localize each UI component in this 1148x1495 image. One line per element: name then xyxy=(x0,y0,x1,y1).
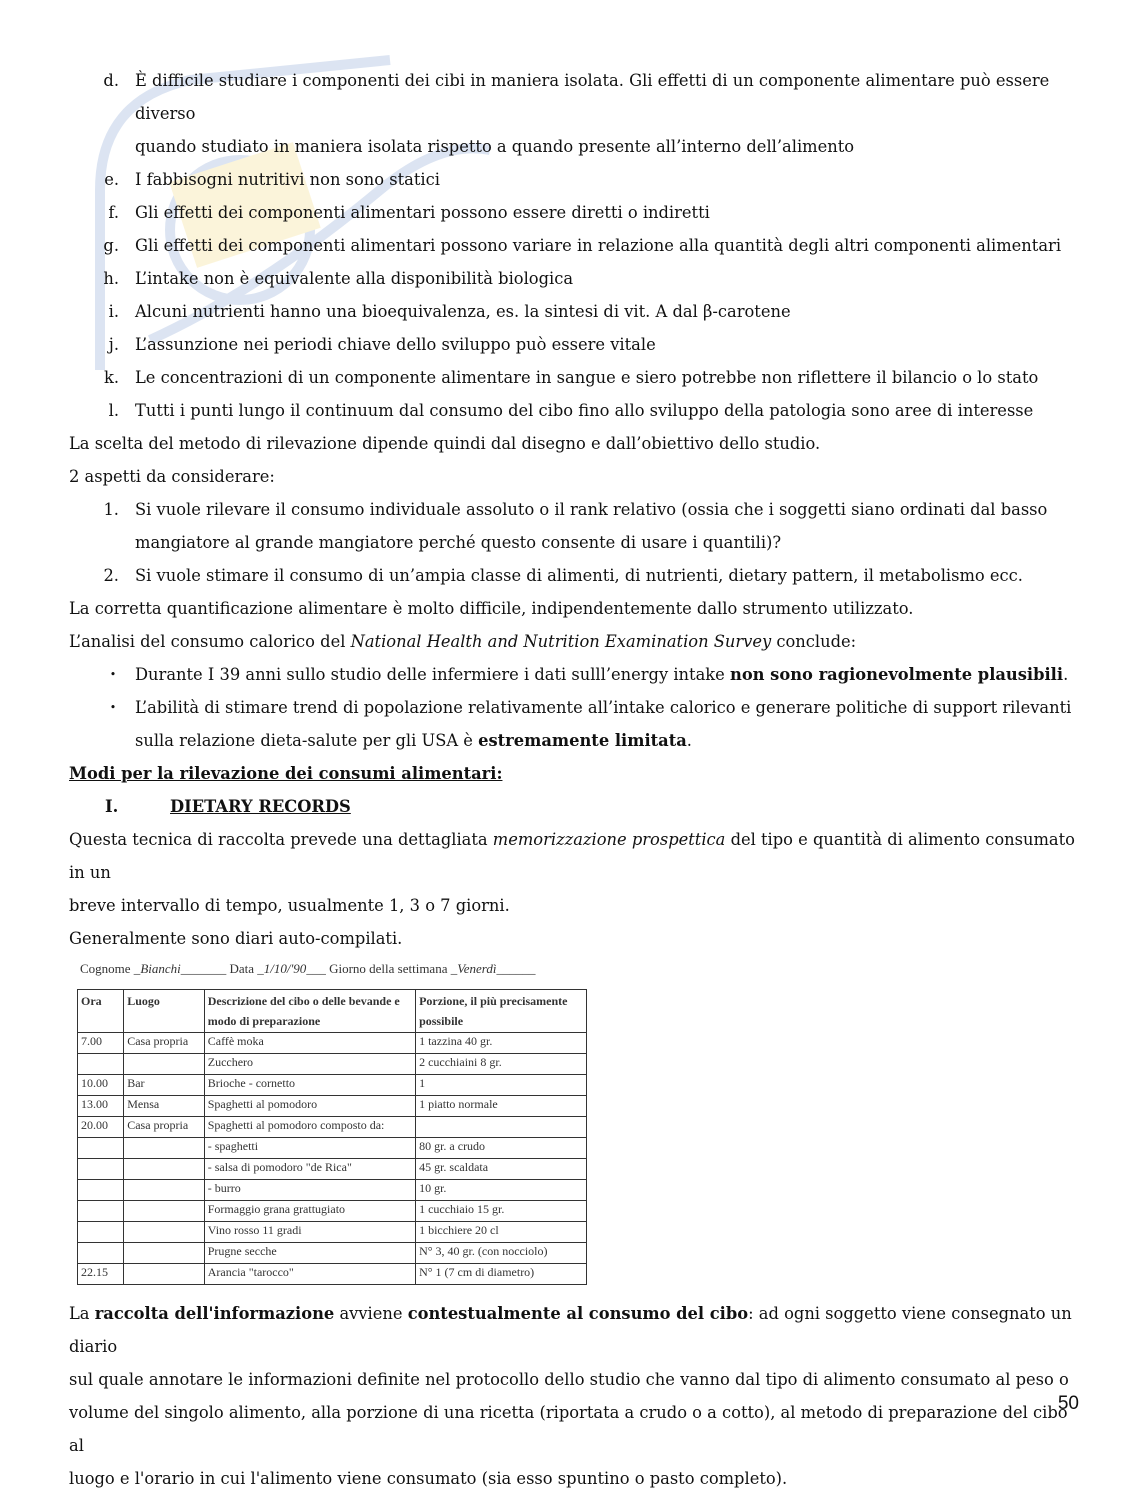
list-item-text: I fabbisogni nutritivi non sono statici xyxy=(135,170,440,189)
table-cell: Prugne secche xyxy=(204,1243,415,1264)
table-cell: N° 3, 40 gr. (con nocciolo) xyxy=(416,1243,587,1264)
table-cell: 10 gr. xyxy=(416,1180,587,1201)
table-row xyxy=(78,1117,587,1138)
list-item-text: Tutti i punti lungo il continuum dal consumo del cibo fino allo sviluppo della patologia sono aree di interesse xyxy=(135,401,1034,420)
table-cell: 22.15 xyxy=(78,1264,124,1285)
form-header: Cognome _Bianchi_______ Data _1/10/'90___ Giorno della settimana _Venerdì______ xyxy=(80,961,536,976)
table-cell xyxy=(78,1222,124,1243)
table-header-row xyxy=(78,990,587,1033)
list-item-text: Gli effetti dei componenti alimentari possono essere diretti o indiretti xyxy=(135,203,710,222)
paragraph-raccolta-cont: sul quale annotare le informazioni definite nel protocollo dello studio che vanno dal tipo di alimento consumato al peso o xyxy=(69,1370,1069,1389)
table-cell: 1 bicchiere 20 cl xyxy=(416,1222,587,1243)
list-item xyxy=(69,394,1079,427)
table-cell xyxy=(78,1243,124,1264)
dietary-record-table xyxy=(77,989,587,1285)
paragraph-raccolta-cont: volume del singolo alimento, alla porzione di una ricetta (riportata a crudo o a cotto), al metodo di preparazione del cibo al xyxy=(69,1403,1068,1455)
table-cell: 1 tazzina 40 gr. xyxy=(416,1033,587,1054)
table-cell xyxy=(124,1180,205,1201)
paragraph-aspetti: 2 aspetti da considerare: xyxy=(69,467,275,486)
list-item-text: Gli effetti dei componenti alimentari possono variare in relazione alla quantità degli altri componenti alimentari xyxy=(135,236,1062,255)
page-number: 50 xyxy=(1057,1393,1079,1414)
table-cell xyxy=(124,1138,205,1159)
table-cell: - salsa di pomodoro "de Rica" xyxy=(204,1159,415,1180)
table-cell xyxy=(78,1054,124,1075)
table-cell: Caffè moka xyxy=(204,1033,415,1054)
bullet-icon: • xyxy=(109,701,117,714)
list-item xyxy=(69,361,1079,394)
list-marker: e. xyxy=(104,170,119,189)
bullet-item: • Durante I 39 anni sullo studio delle infermiere i dati sulll’energy intake non sono ragionevolmente plausibili. xyxy=(69,658,1079,691)
list-marker: 2. xyxy=(103,566,119,585)
list-marker: l. xyxy=(108,401,119,420)
table-cell: Casa propria xyxy=(124,1117,205,1138)
list-item xyxy=(69,196,1079,229)
table-cell: 20.00 xyxy=(78,1117,124,1138)
column-header: Descrizione del cibo o delle bevande e modo di preparazione xyxy=(204,990,415,1033)
bullet-item-continuation: sulla relazione dieta-salute per gli USA è estremamente limitata. xyxy=(135,731,692,750)
table-row xyxy=(78,1033,587,1054)
table-cell xyxy=(124,1222,205,1243)
table-cell: - burro xyxy=(204,1180,415,1201)
list-item-continuation: quando studiato in maniera isolata rispetto a quando presente all’interno dell’alimento xyxy=(135,137,855,156)
list-marker: g. xyxy=(103,236,119,255)
table-cell: 7.00 xyxy=(78,1033,124,1054)
page-content xyxy=(69,64,1079,1495)
table-cell: 1 piatto normale xyxy=(416,1096,587,1117)
table-cell: 1 cucchiaio 15 gr. xyxy=(416,1201,587,1222)
list-item xyxy=(69,328,1079,361)
paragraph-scelta: La scelta del metodo di rilevazione dipende quindi dal disegno e dall’obiettivo dello studio. xyxy=(69,434,821,453)
table-cell: Formaggio grana grattugiato xyxy=(204,1201,415,1222)
list-marker: j. xyxy=(108,335,119,354)
table-cell: N° 1 (7 cm di diametro) xyxy=(416,1264,587,1285)
table-cell: 45 gr. scaldata xyxy=(416,1159,587,1180)
table-cell: Spaghetti al pomodoro xyxy=(204,1096,415,1117)
paragraph-raccolta: La raccolta dell'informazione avviene contestualmente al consumo del cibo: ad ogni soggetto viene consegnato un diario xyxy=(69,1304,1072,1356)
table-cell xyxy=(78,1138,124,1159)
paragraph-analisi: L’analisi del consumo calorico del National Health and Nutrition Examination Survey conclude: xyxy=(69,632,857,651)
table-cell: - spaghetti xyxy=(204,1138,415,1159)
paragraph-tecnica: Questa tecnica di raccolta prevede una dettagliata memorizzazione prospettica del tipo e quantità di alimento consumato in un xyxy=(69,830,1075,882)
list-item-text: Si vuole rilevare il consumo individuale assoluto o il rank relativo (ossia che i soggetti siano ordinati dal basso xyxy=(135,500,1048,519)
table-cell: Mensa xyxy=(124,1096,205,1117)
table-cell: Brioche - cornetto xyxy=(204,1075,415,1096)
list-marker: h. xyxy=(103,269,119,288)
list-item-text: Alcuni nutrienti hanno una bioequivalenza, es. la sintesi di vit. A dal β-carotene xyxy=(135,302,791,321)
table-row xyxy=(78,1180,587,1201)
table-cell xyxy=(124,1264,205,1285)
paragraph-raccolta-cont: luogo e l'orario in cui l'alimento viene consumato (sia esso spuntino o pasto completo). xyxy=(69,1469,788,1488)
table-cell xyxy=(124,1054,205,1075)
table-row xyxy=(78,1264,587,1285)
table-row xyxy=(78,1201,587,1222)
column-header: Ora xyxy=(78,990,124,1033)
table-cell xyxy=(78,1159,124,1180)
list-top xyxy=(69,64,1079,427)
list-item xyxy=(69,559,1079,592)
paragraph-corretta: La corretta quantificazione alimentare è molto difficile, indipendentemente dallo strumento utilizzato. xyxy=(69,599,914,618)
paragraph-tecnica-cont: breve intervallo di tempo, usualmente 1, 3 o 7 giorni. xyxy=(69,896,510,915)
list-item xyxy=(69,64,1079,130)
table-cell: 1 xyxy=(416,1075,587,1096)
table-cell: 10.00 xyxy=(78,1075,124,1096)
table-cell: Spaghetti al pomodoro composto da: xyxy=(204,1117,415,1138)
list-marker: d. xyxy=(103,71,119,90)
list-marker: i. xyxy=(108,302,119,321)
table-cell xyxy=(416,1117,587,1138)
bullet-item: • L’abilità di stimare trend di popolazione relativamente all’intake calorico e generare politiche di support rilevanti xyxy=(69,691,1079,724)
list-item-text: Le concentrazioni di un componente alimentare in sangue e siero potrebbe non riflettere il bilancio o lo stato xyxy=(135,368,1039,387)
dietary-record-form xyxy=(77,961,1079,1285)
table-cell: 80 gr. a crudo xyxy=(416,1138,587,1159)
table-cell xyxy=(124,1243,205,1264)
list-item xyxy=(69,262,1079,295)
table-cell xyxy=(124,1201,205,1222)
section-heading: Modi per la rilevazione dei consumi alimentari: xyxy=(69,764,503,783)
list-item xyxy=(69,493,1079,526)
table-cell: Vino rosso 11 gradi xyxy=(204,1222,415,1243)
bullet-icon: • xyxy=(109,668,117,681)
table-row xyxy=(78,1096,587,1117)
table-row xyxy=(78,1222,587,1243)
list-item-text: L’assunzione nei periodi chiave dello sviluppo può essere vitale xyxy=(135,335,656,354)
table-cell xyxy=(124,1159,205,1180)
column-header: Luogo xyxy=(124,990,205,1033)
list-marker: f. xyxy=(108,203,119,222)
table-cell: Bar xyxy=(124,1075,205,1096)
table-cell: Zucchero xyxy=(204,1054,415,1075)
table-cell: Arancia "tarocco" xyxy=(204,1264,415,1285)
table-row xyxy=(78,1138,587,1159)
list-item-continuation: mangiatore al grande mangiatore perché questo consente di usare i quantili)? xyxy=(135,533,782,552)
table-row xyxy=(78,1243,587,1264)
list-item-text: È difficile studiare i componenti dei cibi in maniera isolata. Gli effetti di un componente alimentare può essere diverso xyxy=(135,71,1050,123)
numbered-list xyxy=(69,493,1079,592)
list-item xyxy=(69,163,1079,196)
list-marker: 1. xyxy=(103,500,119,519)
list-marker: k. xyxy=(103,368,119,387)
list-item-text: Si vuole stimare il consumo di un’ampia classe di alimenti, di nutrienti, dietary pattern, il metabolismo ecc. xyxy=(135,566,1023,585)
paragraph-diari: Generalmente sono diari auto-compilati. xyxy=(69,929,403,948)
list-item-text: L’intake non è equivalente alla disponibilità biologica xyxy=(135,269,574,288)
table-row xyxy=(78,1075,587,1096)
table-cell xyxy=(78,1201,124,1222)
subsection-title: I. DIETARY RECORDS xyxy=(105,797,351,816)
table-cell: 13.00 xyxy=(78,1096,124,1117)
column-header: Porzione, il più precisamente possibile xyxy=(416,990,587,1033)
table-cell xyxy=(78,1180,124,1201)
table-row xyxy=(78,1159,587,1180)
table-cell: 2 cucchiaini 8 gr. xyxy=(416,1054,587,1075)
table-row xyxy=(78,1054,587,1075)
list-item xyxy=(69,295,1079,328)
list-item xyxy=(69,229,1079,262)
table-cell: Casa propria xyxy=(124,1033,205,1054)
